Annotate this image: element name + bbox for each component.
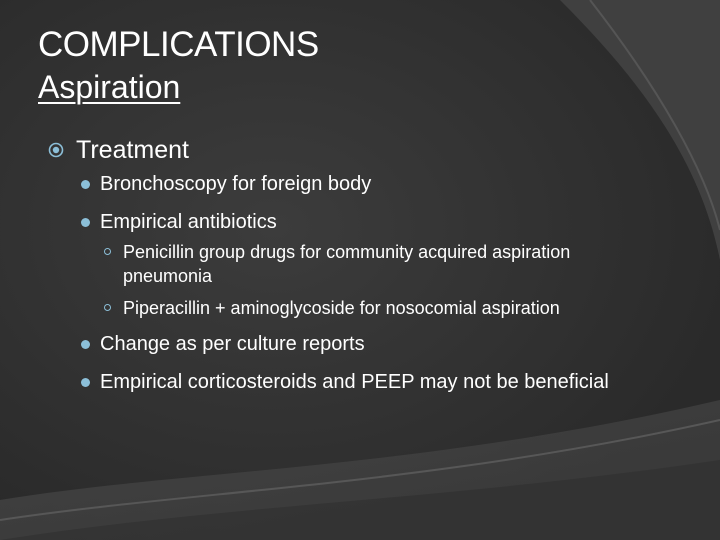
target-bullet-icon — [48, 142, 64, 158]
sub-list-item-text: Piperacillin + aminoglycoside for nosocomial aspiration — [123, 298, 560, 318]
list-item — [48, 332, 648, 356]
list-item-text: Empirical antibiotics — [100, 211, 277, 233]
ring-bullet-icon — [104, 304, 111, 311]
dot-bullet-icon — [81, 340, 90, 349]
list-item-text: Change as per culture reports — [100, 333, 365, 355]
list-item — [48, 172, 648, 196]
ring-bullet-icon — [104, 248, 111, 255]
list-item-text: Bronchoscopy for foreign body — [100, 173, 372, 195]
sub-list-item — [48, 296, 663, 320]
list-item — [48, 370, 620, 394]
main-bullet-text: Treatment — [76, 136, 190, 164]
dot-bullet-icon — [81, 218, 90, 227]
title-block — [38, 24, 678, 108]
sub-list-item — [48, 240, 663, 288]
bullet-content — [48, 134, 648, 408]
dot-bullet-icon — [81, 378, 90, 387]
sub-bullets — [48, 172, 648, 394]
dot-bullet-icon — [81, 180, 90, 189]
list-item — [48, 210, 648, 234]
slide-subtitle: Aspiration — [38, 69, 181, 105]
list-item-text: Empirical corticosteroids and PEEP may not be beneficial — [100, 371, 609, 393]
slide-title: COMPLICATIONS — [38, 25, 319, 64]
main-bullet — [48, 134, 648, 166]
sub-list-item-text: Penicillin group drugs for community acquired aspiration pneumonia — [123, 242, 571, 286]
